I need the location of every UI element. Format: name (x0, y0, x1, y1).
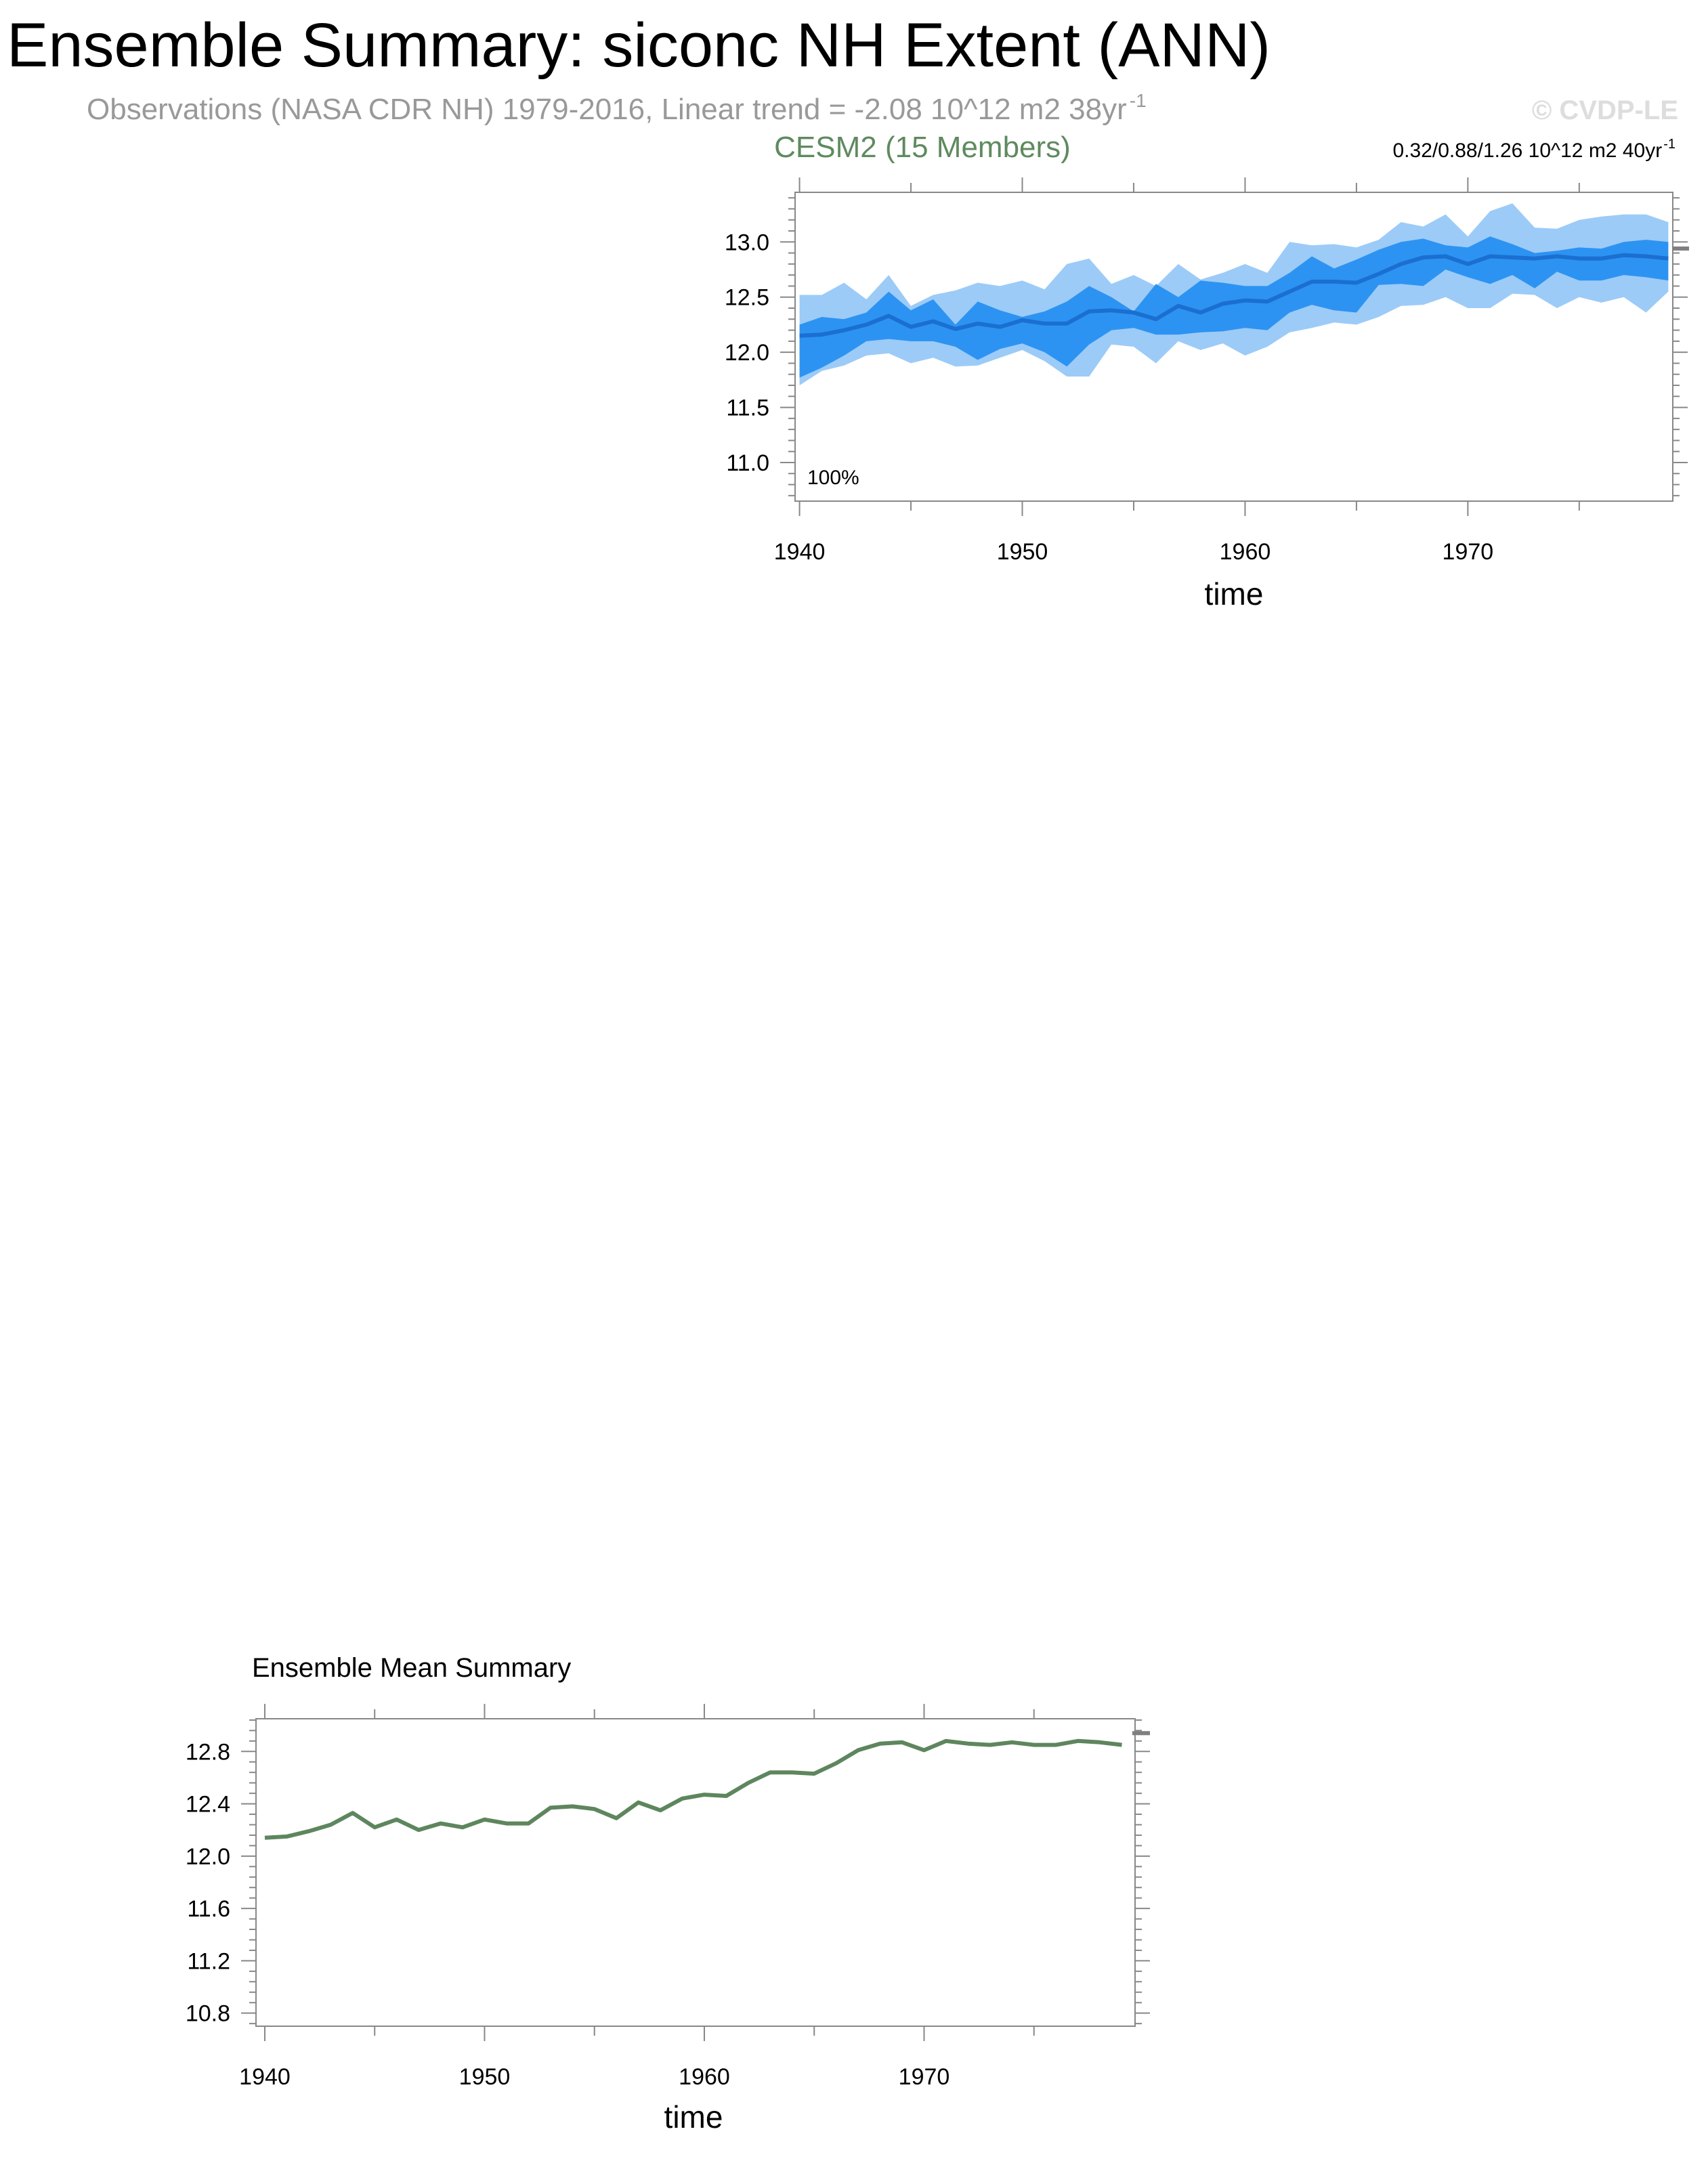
observations-subtitle-superscript: -1 (1129, 90, 1147, 111)
trend-label-text: 0.32/0.88/1.26 10^12 m2 40yr (1392, 140, 1663, 162)
chart-title-model: CESM2 (15 Members) (774, 131, 1071, 164)
x-axis-label: time (1204, 576, 1264, 612)
c2-y-tick-label: 11.2 (187, 1948, 230, 1975)
c2-y-tick-label: 10.8 (185, 2000, 230, 2027)
c2-y-tick-label: 12.0 (185, 1843, 230, 1870)
c1-y-tick-label: 12.5 (724, 284, 769, 311)
observations-subtitle-text: Observations (NASA CDR NH) 1979-2016, Linear trend = -2.08 10^12 m2 38yr (87, 93, 1127, 126)
c2-y-tick-label: 12.4 (185, 1791, 230, 1818)
c2-plot-frame (256, 1719, 1135, 2026)
copyright-label: © CVDP-LE (1531, 95, 1678, 125)
page-title: Ensemble Summary: siconc NH Extent (ANN) (7, 11, 1271, 80)
c1-x-tick-label: 1970 (1442, 539, 1494, 565)
spread-plot-area (725, 177, 1689, 565)
c1-x-tick-label: 1950 (996, 539, 1048, 565)
trend-label (1393, 137, 1676, 162)
ensemble-mean-chart (0, 1639, 1708, 2140)
c2-x-tick-label: 1970 (898, 2064, 950, 2090)
c1-y-tick-label: 13.0 (724, 230, 769, 256)
x-axis-label: time (664, 2099, 723, 2135)
c1-x-tick-label: 1960 (1219, 539, 1271, 565)
c1-y-tick-label: 11.5 (726, 395, 769, 421)
c1-x-tick-label: 1940 (773, 539, 826, 565)
ensemble-mean-summary-line (265, 1741, 1122, 1838)
ensemble-spread-chart (0, 122, 1708, 772)
c2-x-tick-label: 1950 (458, 2064, 511, 2090)
observations-subtitle (87, 90, 1147, 126)
chart-title-ensemble-mean: Ensemble Mean Summary (252, 1653, 572, 1683)
trend-label-superscript: -1 (1663, 137, 1675, 152)
c2-y-tick-label: 11.6 (187, 1896, 230, 1923)
c2-y-tick-label: 12.8 (185, 1739, 230, 1765)
c1-y-tick-label: 12.0 (724, 340, 769, 366)
mean-plot-area (186, 1704, 1150, 2090)
c2-x-tick-label: 1940 (239, 2064, 291, 2090)
c2-x-tick-label: 1960 (679, 2064, 730, 2090)
percent-label: 100% (807, 467, 859, 489)
c1-y-tick-label: 11.0 (726, 450, 769, 476)
